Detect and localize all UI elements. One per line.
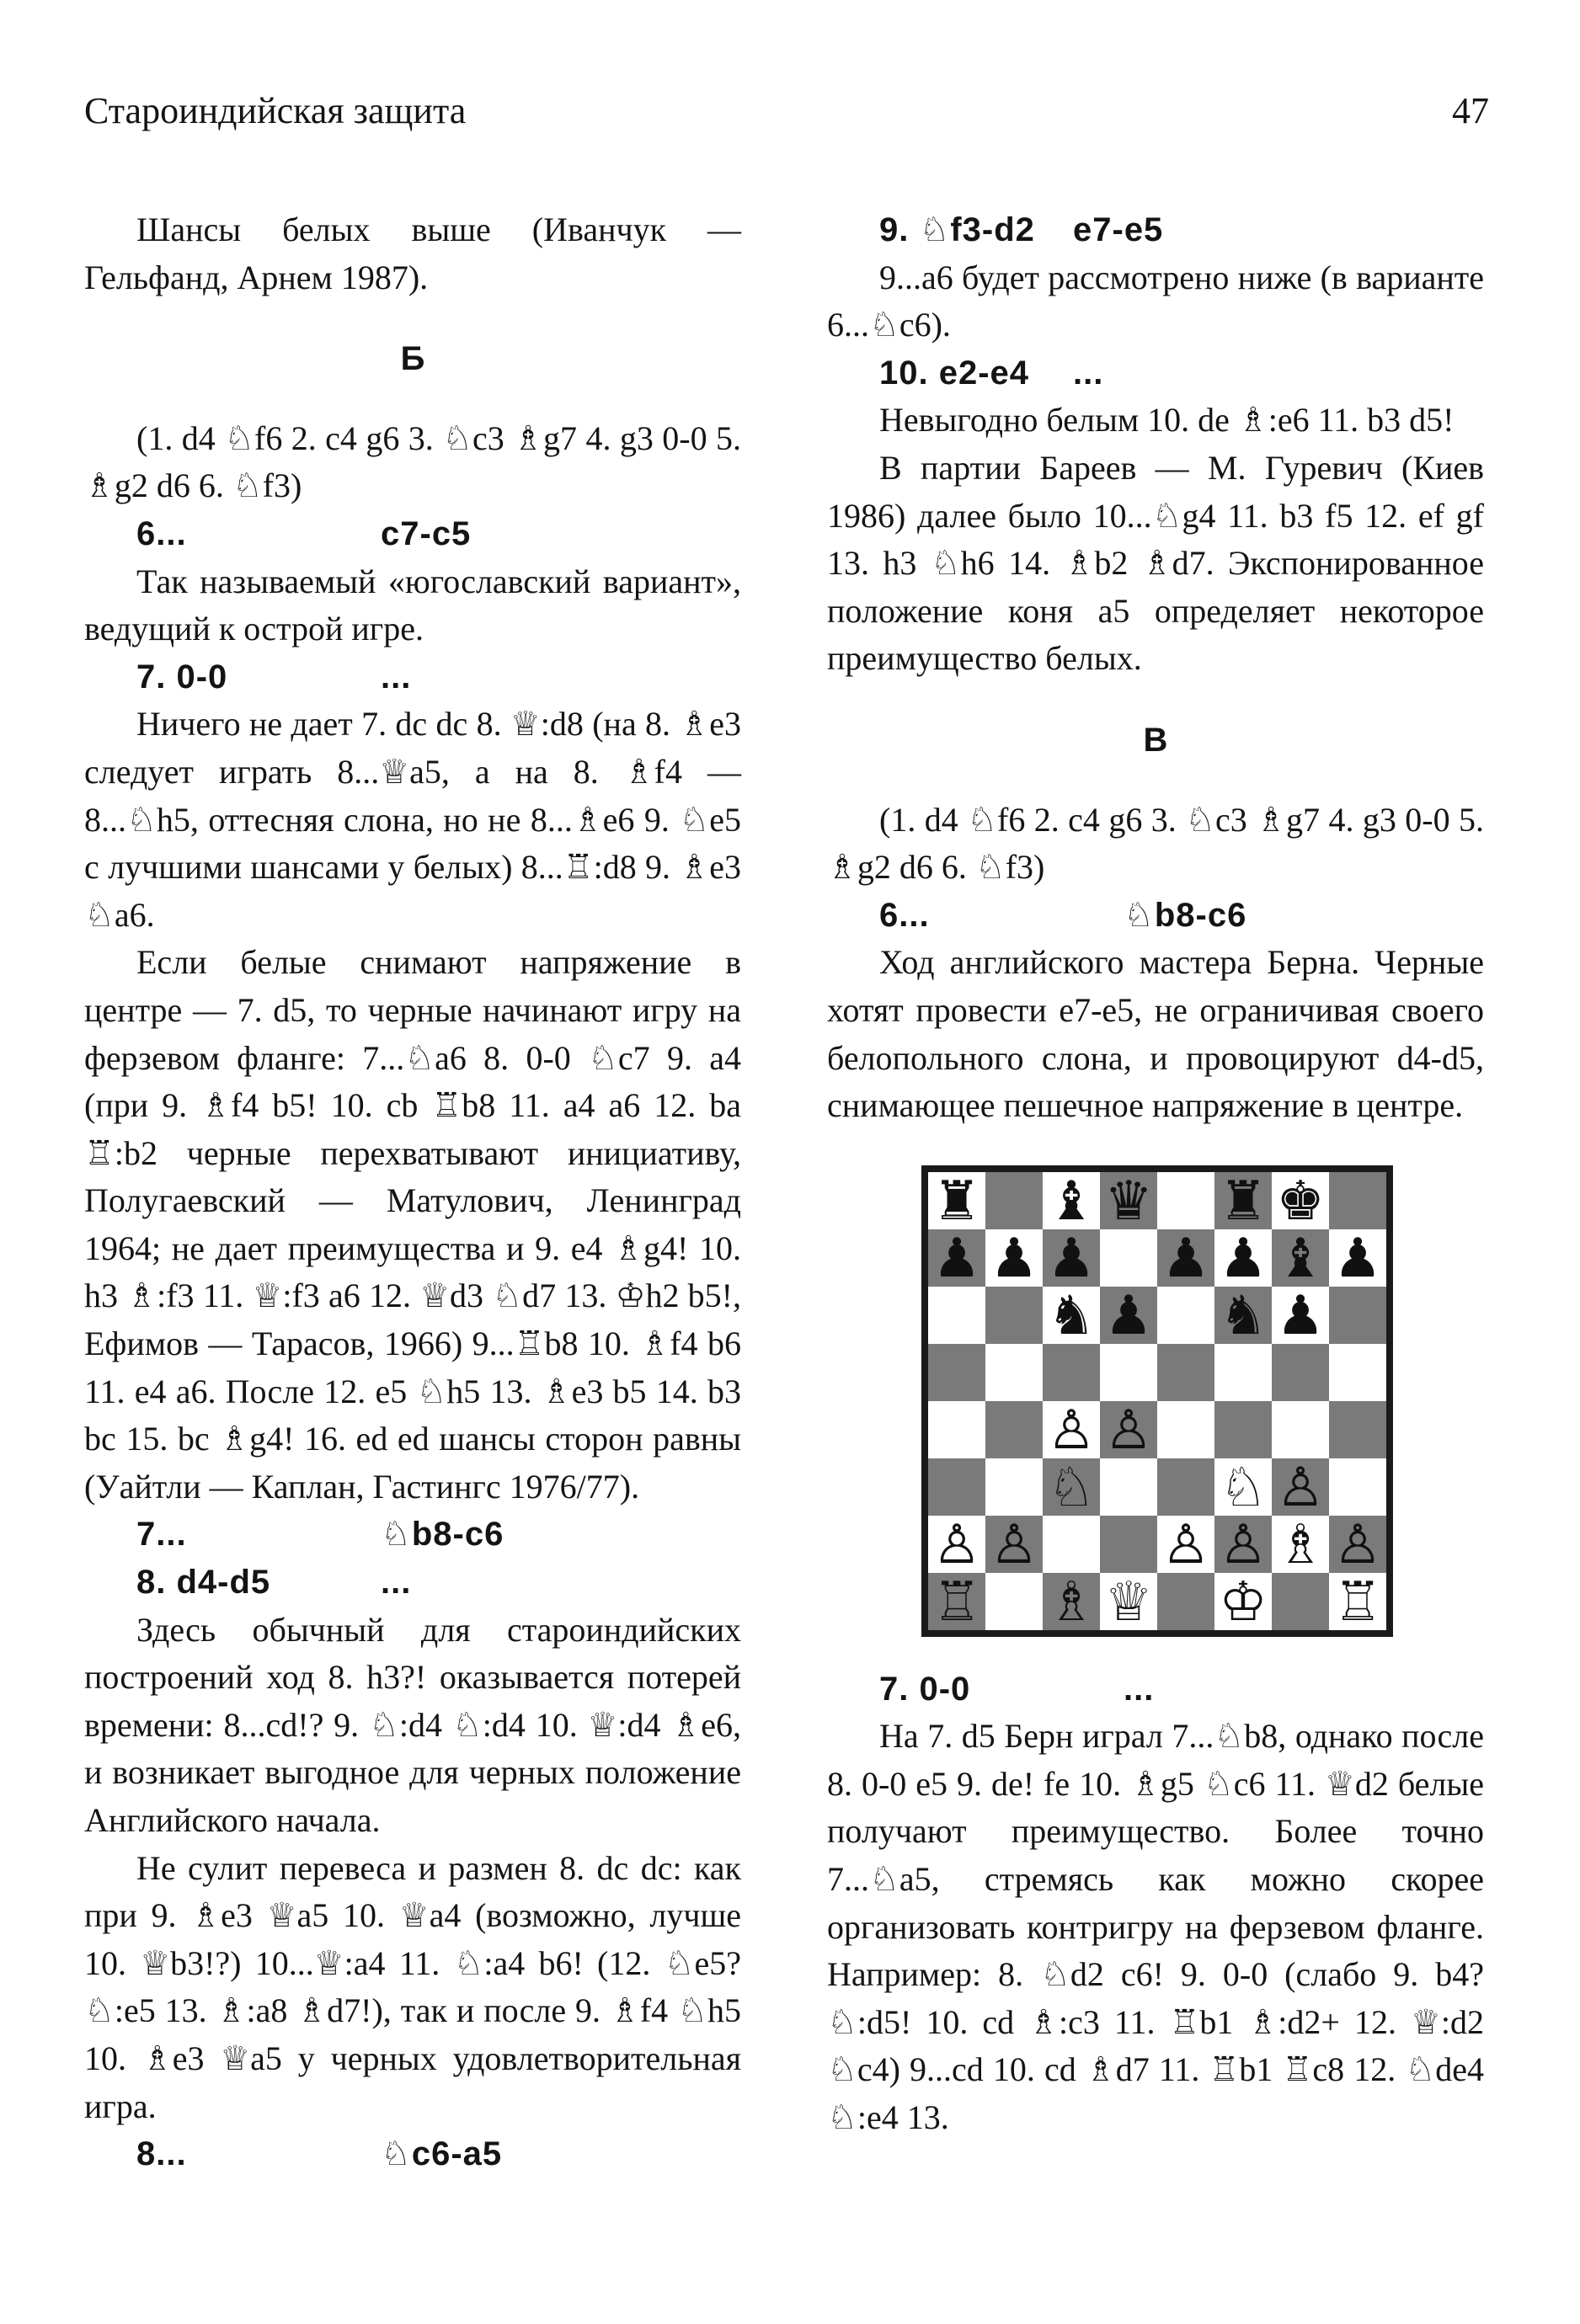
move-number: 7. 0-0 xyxy=(879,1670,971,1708)
light-square xyxy=(985,1344,1043,1401)
dark-square xyxy=(1157,1573,1214,1630)
section-heading-b: Б xyxy=(400,340,425,378)
light-square xyxy=(1157,1287,1214,1344)
white-pawn-piece: ♙ xyxy=(932,1513,981,1576)
dark-square xyxy=(1043,1344,1100,1401)
black-pawn-piece: ♟ xyxy=(1104,1284,1153,1347)
dark-square xyxy=(1272,1573,1329,1630)
light-square xyxy=(985,1458,1043,1516)
move-line xyxy=(84,1559,741,1607)
white-bishop-piece: ♗ xyxy=(1276,1513,1325,1576)
move-text: e7-e5 xyxy=(1073,211,1164,248)
dark-square xyxy=(1329,1172,1386,1229)
light-square xyxy=(928,1287,985,1344)
white-rook-piece: ♖ xyxy=(932,1570,981,1634)
move-text: ... xyxy=(381,1564,412,1602)
paragraph-variation-moves: (1. d4 ♘f6 2. c4 g6 3. ♘c3 ♗g7 4. g3 0-0 5. ♗g2 d6 6. ♘f3) xyxy=(827,800,1484,887)
black-pawn-piece: ♟ xyxy=(1047,1227,1096,1290)
move-text: ♘b8-c6 xyxy=(1124,896,1247,934)
light-square xyxy=(1157,1401,1214,1458)
white-pawn-piece: ♙ xyxy=(1333,1513,1382,1576)
black-pawn-piece: ♟ xyxy=(1276,1284,1325,1347)
paragraph: Здесь обычный для староиндийских построений ход 8. h3?! оказывается потерей времени: 8...cd!? 9. ♘:d4 ♘:d4 10. ♕:d4 ♗e6, и возникает выгодное для черных положение Английского начала. xyxy=(84,1610,741,1839)
running-header-title: Староиндийская защита xyxy=(84,90,467,131)
move-text: ... xyxy=(1124,1670,1155,1708)
black-pawn-piece: ♟ xyxy=(932,1227,981,1290)
black-pawn-piece: ♟ xyxy=(990,1227,1038,1290)
dark-square xyxy=(1100,1516,1157,1573)
paragraph: В партии Бареев — М. Гуревич (Киев 1986) далее было 10...♘g4 11. b3 f5 12. ef gf 13. h3 ♘h6 14. ♗b2 ♗d7. Экспонированное положение коня a5 определяет некоторое преимущество белых. xyxy=(827,448,1484,678)
paragraph: Невыгодно белым 10. de ♗:e6 11. b3 d5! xyxy=(879,401,1455,440)
paragraph-variation-moves: (1. d4 ♘f6 2. c4 g6 3. ♘c3 ♗g7 4. g3 0-0 5. ♗g2 d6 6. ♘f3) xyxy=(84,418,741,505)
white-queen-piece: ♕ xyxy=(1104,1570,1153,1634)
white-pawn-piece: ♙ xyxy=(1161,1513,1210,1576)
black-bishop-piece: ♝ xyxy=(1047,1170,1096,1233)
dark-square xyxy=(1214,1401,1272,1458)
dark-square xyxy=(1157,1344,1214,1401)
move-number: 10. e2-e4 xyxy=(879,354,1030,392)
light-square xyxy=(985,1573,1043,1630)
light-square xyxy=(1329,1344,1386,1401)
light-square xyxy=(1272,1401,1329,1458)
move-number: 7... xyxy=(136,1516,187,1554)
paragraph: Ничего не дает 7. dc dc 8. ♕:d8 (на 8. ♗e3 следует играть 8...♕a5, а на 8. ♗f4 — 8...♘h5, оттесняя слона, но не 8...♗e6 9. ♘e5 с лучшими шансами у белых) 8...♖:d8 9. ♗e3 ♘a6. xyxy=(84,705,741,934)
white-rook-piece: ♖ xyxy=(1333,1570,1382,1634)
left-column xyxy=(84,206,741,2178)
white-pawn-piece: ♙ xyxy=(990,1513,1038,1576)
paragraph: Если белые снимают напряжение в центре — 7. d5, то черные начинают игру на ферзевом фланге: 7...♘a6 8. 0-0 ♘c7 9. a4 (при 9. ♗f4 b5! 10. cb ♖b8 11. a4 a6 12. ba ♖:b2 черные перехватывают инициативу, Полугаевский — Матулович, Ленинград 1964; не дает преимущества и 9. e4 ♗g4! 10. h3 ♗:f3 11. ♕:f3 a6 12. ♕d3 ♘d7 13. ♔h2 b5!, Ефимов — Тарасов, 1966) 9...♖b8 10. ♗f4 b6 11. e4 a6. После 12. e5 ♘h5 13. ♗e3 b5 14. b3 bc 15. bc ♗g4! 16. ed ed шансы сторон равны (Уайтли — Каплан, Гастингс 1976/77). xyxy=(84,943,741,1506)
light-square xyxy=(1100,1229,1157,1287)
light-square xyxy=(1043,1516,1100,1573)
black-bishop-piece: ♝ xyxy=(1276,1227,1325,1290)
paragraph: На 7. d5 Берн играл 7...♘b8, однако после 8. 0-0 e5 9. de! fe 10. ♗g5 ♘c6 11. ♕d2 белые получают преимущество. Более точно 7...♘a5, стремясь как можно скорее организовать контригру на ферзевом фланге. Например: 8. ♘d2 c6! 9. 0-0 (слабо 9. b4? ♘:d5! 10. cd ♗:c3 11. ♖b1 ♗:d2+ 12. ♕:d2 ♘c4) 9...cd 10. cd ♗d7 11. ♖b1 ♖c8 12. ♘de4 ♘:e4 13. xyxy=(827,1717,1484,2137)
white-king-piece: ♔ xyxy=(1219,1570,1268,1634)
white-pawn-piece: ♙ xyxy=(1104,1399,1153,1462)
page-number: 47 xyxy=(1452,90,1489,131)
light-square xyxy=(1100,1344,1157,1401)
move-text: ... xyxy=(1073,354,1104,392)
black-knight-piece: ♞ xyxy=(1219,1284,1268,1347)
move-number: 9. ♘f3-d2 xyxy=(879,211,1035,248)
black-queen-piece: ♛ xyxy=(1104,1170,1153,1233)
move-number: 8. d4-d5 xyxy=(136,1564,271,1602)
dark-square xyxy=(985,1172,1043,1229)
move-line xyxy=(84,653,741,701)
move-line xyxy=(84,510,741,558)
light-square xyxy=(1214,1344,1272,1401)
light-square xyxy=(1157,1172,1214,1229)
black-knight-piece: ♞ xyxy=(1047,1284,1096,1347)
move-text: ♘b8-c6 xyxy=(381,1516,504,1554)
dark-square xyxy=(928,1458,985,1516)
light-square xyxy=(1100,1458,1157,1516)
paragraph: Так называемый «югославский вариант», ведущий к острой игре. xyxy=(84,562,741,648)
white-pawn-piece: ♙ xyxy=(1047,1399,1096,1462)
black-rook-piece: ♜ xyxy=(1219,1170,1268,1233)
white-knight-piece: ♘ xyxy=(1219,1456,1268,1519)
dark-square xyxy=(1272,1344,1329,1401)
black-king-piece: ♚ xyxy=(1276,1170,1325,1233)
light-square xyxy=(928,1401,985,1458)
dark-square xyxy=(985,1287,1043,1344)
section-heading-v: В xyxy=(1143,721,1168,759)
move-number: 7. 0-0 xyxy=(136,658,228,696)
right-column xyxy=(827,206,1484,2142)
paragraph: 9...a6 будет рассмотрено ниже (в варианте 6...♘c6). xyxy=(827,258,1484,344)
dark-square xyxy=(1329,1401,1386,1458)
white-pawn-piece: ♙ xyxy=(1219,1513,1268,1576)
move-line xyxy=(827,1666,1484,1714)
move-line xyxy=(84,2130,741,2178)
move-number: 6... xyxy=(879,896,930,934)
chess-board xyxy=(921,1165,1393,1637)
move-number: 8... xyxy=(136,2135,187,2173)
paragraph: Шансы белых выше (Иванчук — Гельфанд, Арнем 1987). xyxy=(84,211,741,296)
dark-square xyxy=(1329,1287,1386,1344)
move-line xyxy=(827,892,1484,940)
move-number: 6... xyxy=(136,514,187,552)
move-line xyxy=(84,1511,741,1559)
black-pawn-piece: ♟ xyxy=(1333,1227,1382,1290)
black-pawn-piece: ♟ xyxy=(1161,1227,1210,1290)
move-text: ... xyxy=(381,658,412,696)
white-knight-piece: ♘ xyxy=(1047,1456,1096,1519)
dark-square xyxy=(928,1344,985,1401)
light-square xyxy=(1329,1458,1386,1516)
chess-diagram xyxy=(921,1165,1484,1637)
move-line xyxy=(827,349,1484,397)
white-bishop-piece: ♗ xyxy=(1047,1570,1096,1634)
paragraph: Ход английского мастера Берна. Черные хотят провести e7-e5, не ограничивая своего белопольного слона, и провоцируют d4-d5, снимающее пешечное напряжение в центре. xyxy=(827,943,1484,1125)
paragraph: Не сулит перевеса и размен 8. dc dc: как при 9. ♗e3 ♕a5 10. ♕a4 (возможно, лучше 10. ♕b3!?) 10...♕:a4 11. ♘:a4 b6! (12. ♘e5? ♘:e5 13. ♗:a8 ♗d7!), так и после 9. ♗f4 ♘h5 10. ♗e3 ♕a5 у черных удовлетворительная игра. xyxy=(84,1848,741,2125)
dark-square xyxy=(1157,1458,1214,1516)
white-pawn-piece: ♙ xyxy=(1276,1456,1325,1519)
move-text: c7-c5 xyxy=(381,514,472,552)
move-text: ♘c6-a5 xyxy=(381,2135,503,2173)
move-line xyxy=(827,206,1484,254)
black-pawn-piece: ♟ xyxy=(1219,1227,1268,1290)
black-rook-piece: ♜ xyxy=(932,1170,981,1233)
dark-square xyxy=(985,1401,1043,1458)
